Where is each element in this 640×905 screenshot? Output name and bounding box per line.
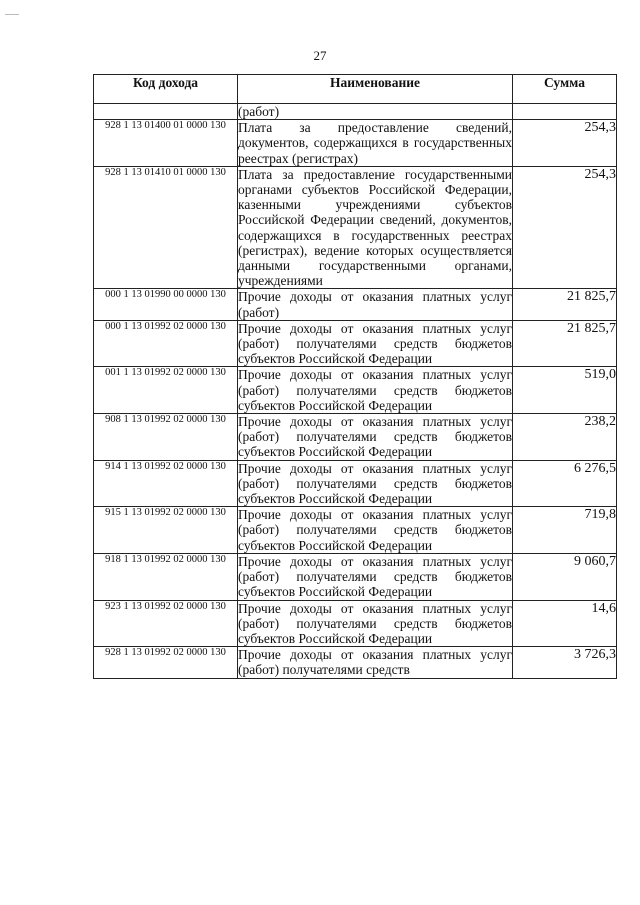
row-sum: 21 825,7 bbox=[513, 320, 617, 367]
continuation-name: (работ) bbox=[238, 104, 513, 120]
row-sum: 3 726,3 bbox=[513, 647, 617, 678]
row-name: Прочие доходы от оказания платных услуг (работ) получателями средств bbox=[238, 647, 512, 678]
table-row bbox=[94, 120, 617, 167]
table-row bbox=[94, 507, 617, 554]
header-name: Наименование bbox=[238, 75, 513, 104]
scan-mark bbox=[5, 14, 19, 15]
table-row bbox=[94, 320, 617, 367]
table-row bbox=[94, 647, 617, 678]
row-code: 918 1 13 01992 02 0000 130 bbox=[94, 553, 238, 600]
row-name: Прочие доходы от оказания платных услуг (работ) получателями средств бюджетов субъектов Российской Федерации bbox=[238, 600, 512, 646]
header-sum: Сумма bbox=[513, 75, 617, 104]
row-sum: 14,6 bbox=[513, 600, 617, 647]
row-name: Прочие доходы от оказания платных услуг (работ) получателями средств бюджетов субъектов Российской Федерации bbox=[238, 553, 512, 600]
table-row bbox=[94, 600, 617, 647]
row-code: 915 1 13 01992 02 0000 130 bbox=[94, 507, 238, 554]
row-sum: 254,3 bbox=[513, 166, 617, 289]
row-code: 001 1 13 01992 02 0000 130 bbox=[94, 367, 238, 414]
row-name: Прочие доходы от оказания платных услуг (работ) получателями средств бюджетов субъектов Российской Федерации bbox=[238, 320, 512, 367]
row-sum: 719,8 bbox=[513, 507, 617, 554]
continuation-row bbox=[94, 104, 617, 120]
row-sum: 6 276,5 bbox=[513, 460, 617, 507]
revenue-table bbox=[93, 74, 617, 679]
row-name: Прочие доходы от оказания платных услуг (работ) bbox=[238, 289, 512, 320]
header-code: Код дохода bbox=[94, 75, 238, 104]
row-sum: 21 825,7 bbox=[513, 289, 617, 320]
page-number: 27 bbox=[313, 48, 327, 63]
row-code: 928 1 13 01992 02 0000 130 bbox=[94, 647, 238, 678]
row-name: Плата за предоставление государственными органами субъектов Российской Федерации, казенными учреждениями субъектов Российской Федерации сведений, документов, содержащихся в государственных реестрах (регистрах), ведение которых осуществляется данными государственными органами, учреждениями bbox=[238, 166, 512, 289]
continuation-code bbox=[94, 104, 238, 120]
table-row bbox=[94, 289, 617, 320]
row-code: 928 1 13 01400 01 0000 130 bbox=[94, 120, 238, 167]
table-row bbox=[94, 367, 617, 414]
table-header-row bbox=[94, 75, 617, 104]
row-name: Прочие доходы от оказания платных услуг (работ) получателями средств бюджетов субъектов Российской Федерации bbox=[238, 414, 512, 460]
row-name: Прочие доходы от оказания платных услуг (работ) получателями средств бюджетов субъектов Российской Федерации bbox=[238, 367, 512, 413]
row-code: 000 1 13 01990 00 0000 130 bbox=[94, 289, 238, 320]
row-name: Прочие доходы от оказания платных услуг (работ) получателями средств бюджетов субъектов Российской Федерации bbox=[238, 460, 512, 507]
row-code: 928 1 13 01410 01 0000 130 bbox=[94, 166, 238, 289]
row-name: Плата за предоставление сведений, документов, содержащихся в государственных реестрах (регистрах) bbox=[238, 120, 512, 166]
table-row bbox=[94, 460, 617, 507]
row-code: 000 1 13 01992 02 0000 130 bbox=[94, 320, 238, 367]
row-sum: 254,3 bbox=[513, 120, 617, 167]
row-sum: 519,0 bbox=[513, 367, 617, 414]
row-code: 908 1 13 01992 02 0000 130 bbox=[94, 414, 238, 461]
row-name: Прочие доходы от оказания платных услуг (работ) получателями средств бюджетов субъектов Российской Федерации bbox=[238, 507, 512, 553]
table-row bbox=[94, 414, 617, 461]
row-sum: 238,2 bbox=[513, 414, 617, 461]
table-row bbox=[94, 166, 617, 289]
row-code: 923 1 13 01992 02 0000 130 bbox=[94, 600, 238, 647]
table-row bbox=[94, 553, 617, 600]
row-sum: 9 060,7 bbox=[513, 553, 617, 600]
continuation-sum bbox=[513, 104, 617, 120]
row-code: 914 1 13 01992 02 0000 130 bbox=[94, 460, 238, 507]
